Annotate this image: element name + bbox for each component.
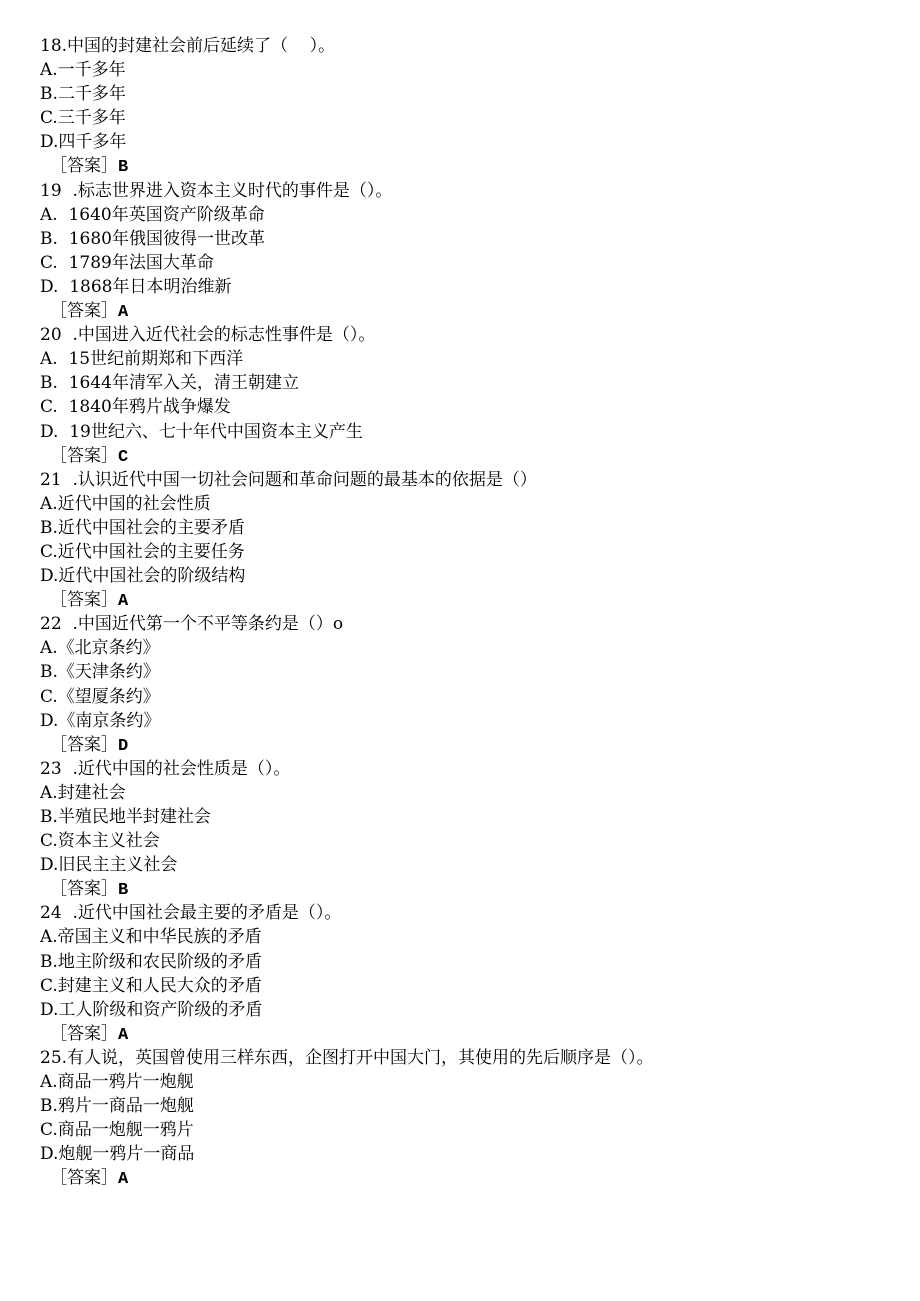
question-block (40, 468, 900, 613)
answer-line (40, 444, 900, 468)
answer-line (40, 154, 900, 178)
answer-label: ［答案］ (50, 879, 118, 900)
option-b: B.鸦片一商品一炮舰 (40, 1096, 194, 1117)
option-b: B.近代中国社会的主要矛盾 (40, 517, 245, 538)
question-stem: 21 .认识近代中国一切社会问题和革命问题的最基本的依据是（） (40, 469, 537, 490)
answer-letter: B (118, 881, 129, 901)
question-stem: 18.中国的封建社会前后延续了（ ）。 (40, 36, 336, 56)
question-stem: 23 .近代中国的社会性质是（）。 (40, 758, 291, 779)
option-a: A. 1640年英国资产阶级革命 (40, 204, 265, 225)
option-b: B.《天津条约》 (40, 662, 160, 683)
answer-label: ［答案］ (50, 1168, 118, 1189)
option-d: D.炮舰一鸦片一商品 (40, 1144, 195, 1165)
option-d: D. 19世纪六、七十年代中国资本主义产生 (40, 421, 363, 442)
question-stem: 19 .标志世界进入资本主义时代的事件是（）。 (40, 180, 393, 201)
option-a: A.商品一鸦片一炮舰 (40, 1072, 194, 1093)
option-a: A. 15世纪前期郑和下西洋 (40, 349, 244, 370)
question-stem: 22 .中国近代第一个不平等条约是（）o (40, 614, 344, 635)
option-d: D.工人阶级和资产阶级的矛盾 (40, 999, 263, 1020)
option-a: A.帝国主义和中华民族的矛盾 (40, 927, 262, 948)
answer-line (40, 1166, 900, 1190)
option-b: B.二千多年 (40, 84, 126, 105)
option-c: C.资本主义社会 (40, 831, 160, 852)
question-stem: 20 .中国进入近代社会的标志性事件是（）。 (40, 325, 376, 346)
question-stem: 24 .近代中国社会最主要的矛盾是（）。 (40, 903, 342, 924)
option-d: D.旧民主主义社会 (40, 855, 178, 876)
option-c: C.近代中国社会的主要任务 (40, 541, 245, 562)
answer-label: ［答案］ (50, 156, 118, 177)
option-d: D.《南京条约》 (40, 710, 161, 731)
answer-line (40, 1022, 900, 1046)
option-b: B.地主阶级和农民阶级的矛盾 (40, 951, 262, 972)
question-block (40, 757, 900, 902)
answer-line (40, 588, 900, 612)
answer-letter: A (118, 303, 129, 323)
option-c: C.商品一炮舰一鸦片 (40, 1120, 194, 1141)
answer-label: ［答案］ (50, 1023, 118, 1044)
option-b: B. 1680年俄国彼得一世改革 (40, 228, 265, 249)
option-a: A.封建社会 (40, 782, 126, 803)
question-list (40, 34, 900, 1191)
answer-line (40, 299, 900, 323)
answer-letter: B (118, 158, 129, 178)
option-d: D. 1868年日本明治维新 (40, 276, 232, 297)
option-b: B. 1644年清军入关，清王朝建立 (40, 373, 299, 394)
question-block (40, 179, 900, 324)
option-c: C.封建主义和人民大众的矛盾 (40, 975, 262, 996)
answer-label: ［答案］ (50, 301, 118, 322)
option-b: B.半殖民地半封建社会 (40, 807, 211, 827)
question-block (40, 323, 900, 468)
question-block (40, 1046, 900, 1191)
answer-letter: D (118, 736, 129, 756)
answer-letter: A (118, 592, 129, 612)
answer-line (40, 877, 900, 901)
option-a: A.《北京条约》 (40, 638, 160, 659)
question-block (40, 34, 900, 179)
answer-letter: C (118, 447, 129, 467)
option-d: D.近代中国社会的阶级结构 (40, 566, 246, 587)
option-c: C.三千多年 (40, 108, 126, 129)
answer-line (40, 733, 900, 757)
option-c: C.《望厦条约》 (40, 686, 160, 707)
answer-label: ［答案］ (50, 734, 118, 755)
option-c: C. 1789年法国大革命 (40, 252, 214, 273)
question-block (40, 901, 900, 1046)
option-a: A.近代中国的社会性质 (40, 493, 211, 514)
answer-label: ［答案］ (50, 590, 118, 611)
answer-letter: A (118, 1025, 129, 1045)
option-a: A.一千多年 (40, 60, 126, 81)
option-c: C. 1840年鸦片战争爆发 (40, 397, 231, 418)
answer-letter: A (118, 1170, 129, 1190)
answer-label: ［答案］ (50, 445, 118, 466)
question-block (40, 612, 900, 757)
option-d: D.四千多年 (40, 132, 127, 153)
question-stem: 25.有人说，英国曾使用三样东西，企图打开中国大门，其使用的先后顺序是（）。 (40, 1047, 654, 1068)
